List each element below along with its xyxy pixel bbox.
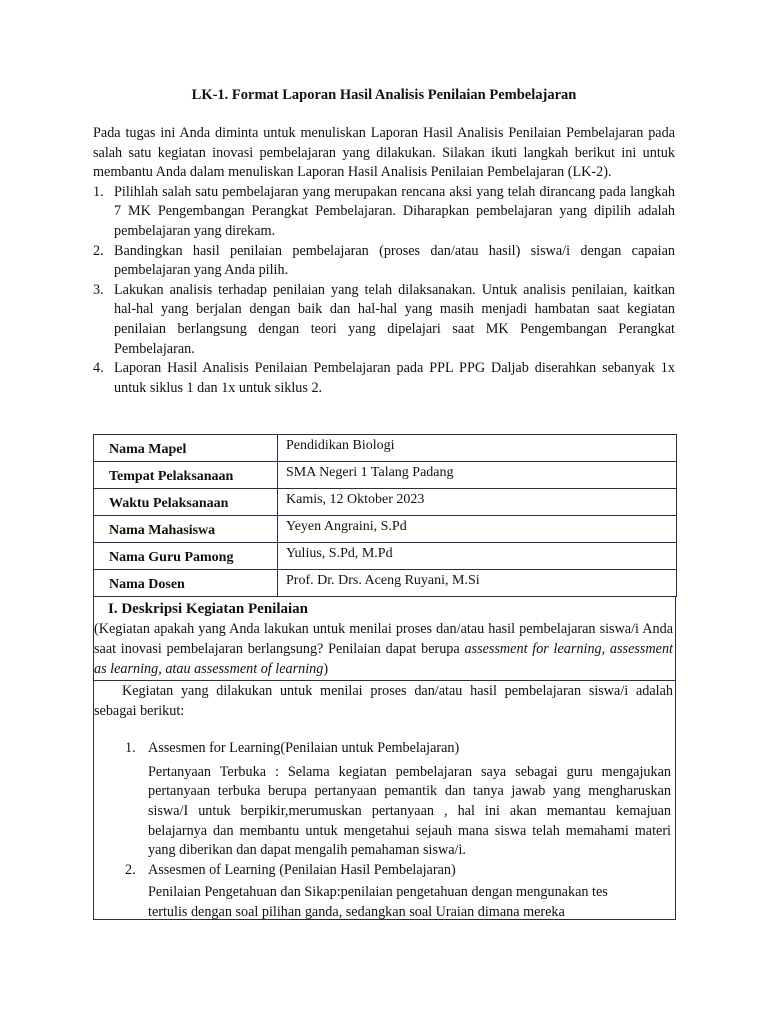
item-number: 1. bbox=[125, 740, 136, 757]
instruction-number: 1. bbox=[93, 183, 104, 200]
section-heading: I. Deskripsi Kegiatan Penilaian bbox=[108, 601, 309, 617]
instruction-text: Bandingkan hasil penilaian pembelajaran (proses dan/atau hasil) siswa/i dengan capaian pembelajaran yang Anda pilih. bbox=[114, 242, 675, 279]
document-title: LK-1. Format Laporan Hasil Analisis Penilaian Pembelajaran bbox=[191, 87, 577, 103]
row-label: Nama Mapel bbox=[94, 435, 278, 462]
instruction-text: Lakukan analisis terhadap penilaian yang telah dilaksanakan. Untuk analisis penilaian, kaitkan hal-hal yang berjalan dengan baik dan hal-hal yang masih menjadi hambatan saat kegiatan penilaian berlangsung dengan teori yang dipelajari saat MK Pengembangan Perangkat Pembelajaran. bbox=[114, 281, 675, 357]
row-value: Yulius, S.Pd, M.Pd bbox=[278, 543, 677, 570]
instruction-number: 4. bbox=[93, 360, 104, 377]
instruction-text: Laporan Hasil Analisis Penilaian Pembelajaran pada PPL PPG Daljab diserahkan sebanyak 1x untuk siklus 1 dan 1x untuk siklus 2. bbox=[114, 360, 675, 396]
instruction-item bbox=[93, 359, 675, 398]
intro-paragraph: Pada tugas ini Anda diminta untuk menuliskan Laporan Hasil Analisis Penilaian Pembelajaran pada salah satu kegiatan inovasi pembelajaran yang dilakukan. Silakan ikuti langkah berikut ini untuk membantu Anda dalam menuliskan Laporan Hasil Analisis Penilaian Pembelajaran (LK-2). bbox=[93, 125, 675, 181]
row-label: Tempat Pelaksanaan bbox=[94, 462, 278, 489]
instruction-number: 3. bbox=[93, 281, 104, 298]
instruction-number: 2. bbox=[93, 242, 104, 259]
description-close: ) bbox=[323, 661, 329, 677]
row-label: Nama Mahasiswa bbox=[94, 516, 278, 543]
instruction-list bbox=[93, 183, 675, 399]
item-title: Assesmen of Learning (Penilaian Hasil Pembelajaran) bbox=[148, 861, 456, 878]
instruction-text: Pilihlah salah satu pembelajaran yang merupakan rencana aksi yang telah dirancang pada langkah 7 MK Pengembangan Perangkat Pembelajaran. Diharapkan pembelajaran yang dipilih adalah pembelajaran yang direkam. bbox=[114, 183, 675, 239]
row-value: Yeyen Angraini, S.Pd bbox=[278, 516, 677, 543]
row-label: Nama Dosen bbox=[94, 570, 278, 597]
table-row bbox=[94, 543, 677, 570]
table-row bbox=[94, 435, 677, 462]
description-italic: assessment for learning, assessment as learning, atau assessment of learning bbox=[94, 641, 673, 677]
item-title: Assesmen for Learning(Penilaian untuk Pembelajaran) bbox=[148, 740, 460, 757]
item-number: 2. bbox=[125, 861, 136, 878]
row-value: Kamis, 12 Oktober 2023 bbox=[278, 489, 677, 516]
content-lead: Kegiatan yang dilakukan untuk menilai proses dan/atau hasil pembelajaran siswa/i adalah sebagai berikut: bbox=[94, 683, 673, 719]
instruction-item bbox=[93, 281, 675, 359]
row-value: Pendidikan Biologi bbox=[278, 435, 677, 462]
section-content-box bbox=[93, 680, 676, 920]
intro-section bbox=[93, 124, 675, 398]
table-row bbox=[94, 570, 677, 597]
row-value: SMA Negeri 1 Talang Padang bbox=[278, 462, 677, 489]
table-row bbox=[94, 516, 677, 543]
row-value: Prof. Dr. Drs. Aceng Ruyani, M.Si bbox=[278, 570, 677, 597]
section-header-box bbox=[93, 596, 676, 681]
instruction-item bbox=[93, 183, 675, 242]
identity-table bbox=[93, 434, 677, 597]
instruction-item bbox=[93, 242, 675, 281]
assessment-item-title bbox=[94, 739, 675, 759]
assessment-item-body: Pertanyaan Terbuka : Selama kegiatan pembelajaran saya sebagai guru mengajukan pertanyaan terbuka berupa pertanyaan pemantik dan tanya jawab yang mengharuskan siswa/I untuk berpikir,merumuskan pertanyaan , hal ini akan memantau kemajuan belajarnya dan membantu untuk mengetahui sejauh mana siswa telah memahami materi yang diberikan dan dapat mengalih pemahaman siswa/i. bbox=[148, 763, 671, 859]
section-description bbox=[94, 619, 675, 679]
assessment-item-body: Penilaian Pengetahuan dan Sikap:penilaian pengetahuan dengan mengunakan tes tertulis dengan soal pilihan ganda, sedangkan soal Uraian dimana mereka bbox=[148, 884, 608, 920]
row-label: Waktu Pelaksanaan bbox=[94, 489, 278, 516]
description-text: (Kegiatan apakah yang Anda lakukan untuk menilai proses dan/atau hasil pembelajaran siswa/i Anda saat inovasi pembelajaran berlangsung? Penilaian dapat berupa bbox=[94, 621, 673, 657]
table-row bbox=[94, 462, 677, 489]
assessment-item-title bbox=[94, 861, 675, 881]
table-row bbox=[94, 489, 677, 516]
row-label: Nama Guru Pamong bbox=[94, 543, 278, 570]
